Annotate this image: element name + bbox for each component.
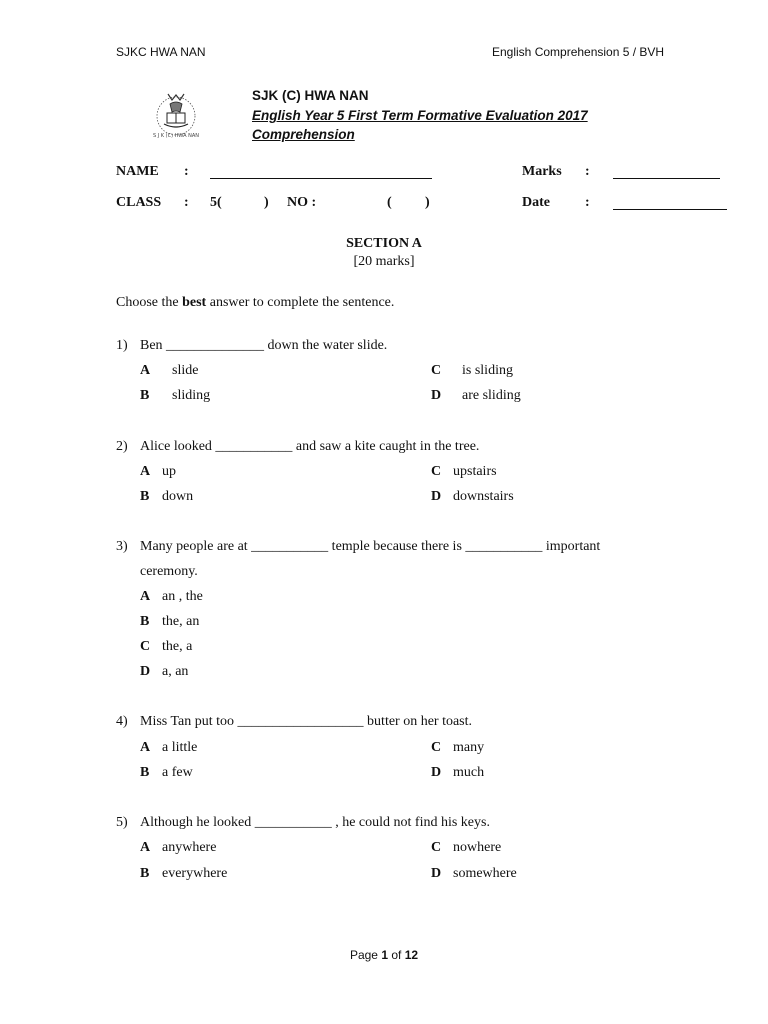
option-letter[interactable]: A: [140, 740, 151, 755]
option-text: is sliding: [462, 363, 513, 378]
option-text: a few: [162, 765, 193, 780]
name-label: NAME: [116, 164, 159, 179]
option-letter[interactable]: B: [140, 614, 150, 629]
name-colon: :: [184, 164, 189, 179]
option-letter[interactable]: B: [140, 489, 150, 504]
option-text: down: [162, 489, 194, 504]
option-letter[interactable]: D: [431, 866, 442, 881]
class-label: CLASS: [116, 195, 162, 210]
question-text: Miss Tan put too __________________ butter on her toast.: [140, 714, 473, 729]
option-text: downstairs: [453, 489, 514, 504]
option-letter[interactable]: B: [140, 866, 150, 881]
option-text: an , the: [162, 589, 203, 604]
question-number: 4): [116, 714, 128, 729]
option-text: upstairs: [453, 464, 497, 479]
question-text: Ben ______________ down the water slide.: [140, 338, 388, 353]
option-text: the, an: [162, 614, 200, 629]
option-text: anywhere: [162, 840, 217, 855]
option-text: somewhere: [453, 866, 517, 881]
marks-label: Marks: [522, 164, 562, 179]
option-text: are sliding: [462, 388, 521, 403]
question-number: 2): [116, 439, 128, 454]
option-letter[interactable]: A: [140, 363, 151, 378]
school-name: SJK (C) HWA NAN: [252, 88, 369, 103]
option-letter[interactable]: D: [140, 664, 151, 679]
question-text: Although he looked ___________ , he could not find his keys.: [140, 815, 490, 830]
school-logo: [150, 86, 202, 140]
question-text: Many people are at ___________ temple because there is ___________ important: [140, 539, 601, 554]
section-title: SECTION A: [346, 236, 422, 251]
option-text: the, a: [162, 639, 193, 654]
class-value: 5(: [210, 195, 222, 210]
marks-input-line[interactable]: [613, 178, 720, 179]
number-label: NO :: [287, 195, 317, 210]
option-text: a, an: [162, 664, 189, 679]
date-label: Date: [522, 195, 550, 210]
option-letter[interactable]: D: [431, 765, 442, 780]
option-letter[interactable]: C: [431, 464, 442, 479]
option-letter[interactable]: D: [431, 489, 442, 504]
date-colon: :: [585, 195, 590, 210]
header-right: English Comprehension 5 / BVH: [492, 45, 665, 59]
section-marks: [20 marks]: [353, 254, 415, 269]
option-letter[interactable]: B: [140, 765, 150, 780]
option-letter[interactable]: D: [431, 388, 442, 403]
exam-title: English Year 5 First Term Formative Evaluation 2017: [252, 108, 588, 123]
number-open: (: [387, 195, 392, 210]
svg-text:S J K (C) HWA NAN: S J K (C) HWA NAN: [152, 133, 200, 139]
option-text: everywhere: [162, 866, 228, 881]
marks-colon: :: [585, 164, 590, 179]
option-text: slide: [172, 363, 199, 378]
option-letter[interactable]: A: [140, 464, 151, 479]
question-number: 5): [116, 815, 128, 830]
option-text: nowhere: [453, 840, 502, 855]
option-text: up: [162, 464, 176, 479]
option-text: much: [453, 765, 485, 780]
name-input-line[interactable]: [210, 178, 432, 179]
question-text: Alice looked ___________ and saw a kite caught in the tree.: [140, 439, 480, 454]
page-number: Page 1 of 12: [349, 948, 419, 962]
instruction: Choose the best answer to complete the sentence.: [116, 295, 395, 310]
header-left: SJKC HWA NAN: [116, 45, 206, 59]
class-close: ): [264, 195, 269, 210]
question-number: 1): [116, 338, 128, 353]
option-letter[interactable]: C: [431, 840, 442, 855]
question-text-continued: ceremony.: [140, 564, 198, 579]
number-close: ): [425, 195, 430, 210]
option-letter[interactable]: C: [140, 639, 151, 654]
class-colon: :: [184, 195, 189, 210]
option-text: sliding: [172, 388, 211, 403]
option-letter[interactable]: A: [140, 589, 151, 604]
option-text: a little: [162, 740, 198, 755]
option-letter[interactable]: C: [431, 363, 442, 378]
exam-subtitle: Comprehension: [252, 127, 355, 142]
option-letter[interactable]: B: [140, 388, 150, 403]
date-input-line[interactable]: [613, 209, 727, 210]
option-text: many: [453, 740, 485, 755]
question-number: 3): [116, 539, 128, 554]
option-letter[interactable]: C: [431, 740, 442, 755]
option-letter[interactable]: A: [140, 840, 151, 855]
